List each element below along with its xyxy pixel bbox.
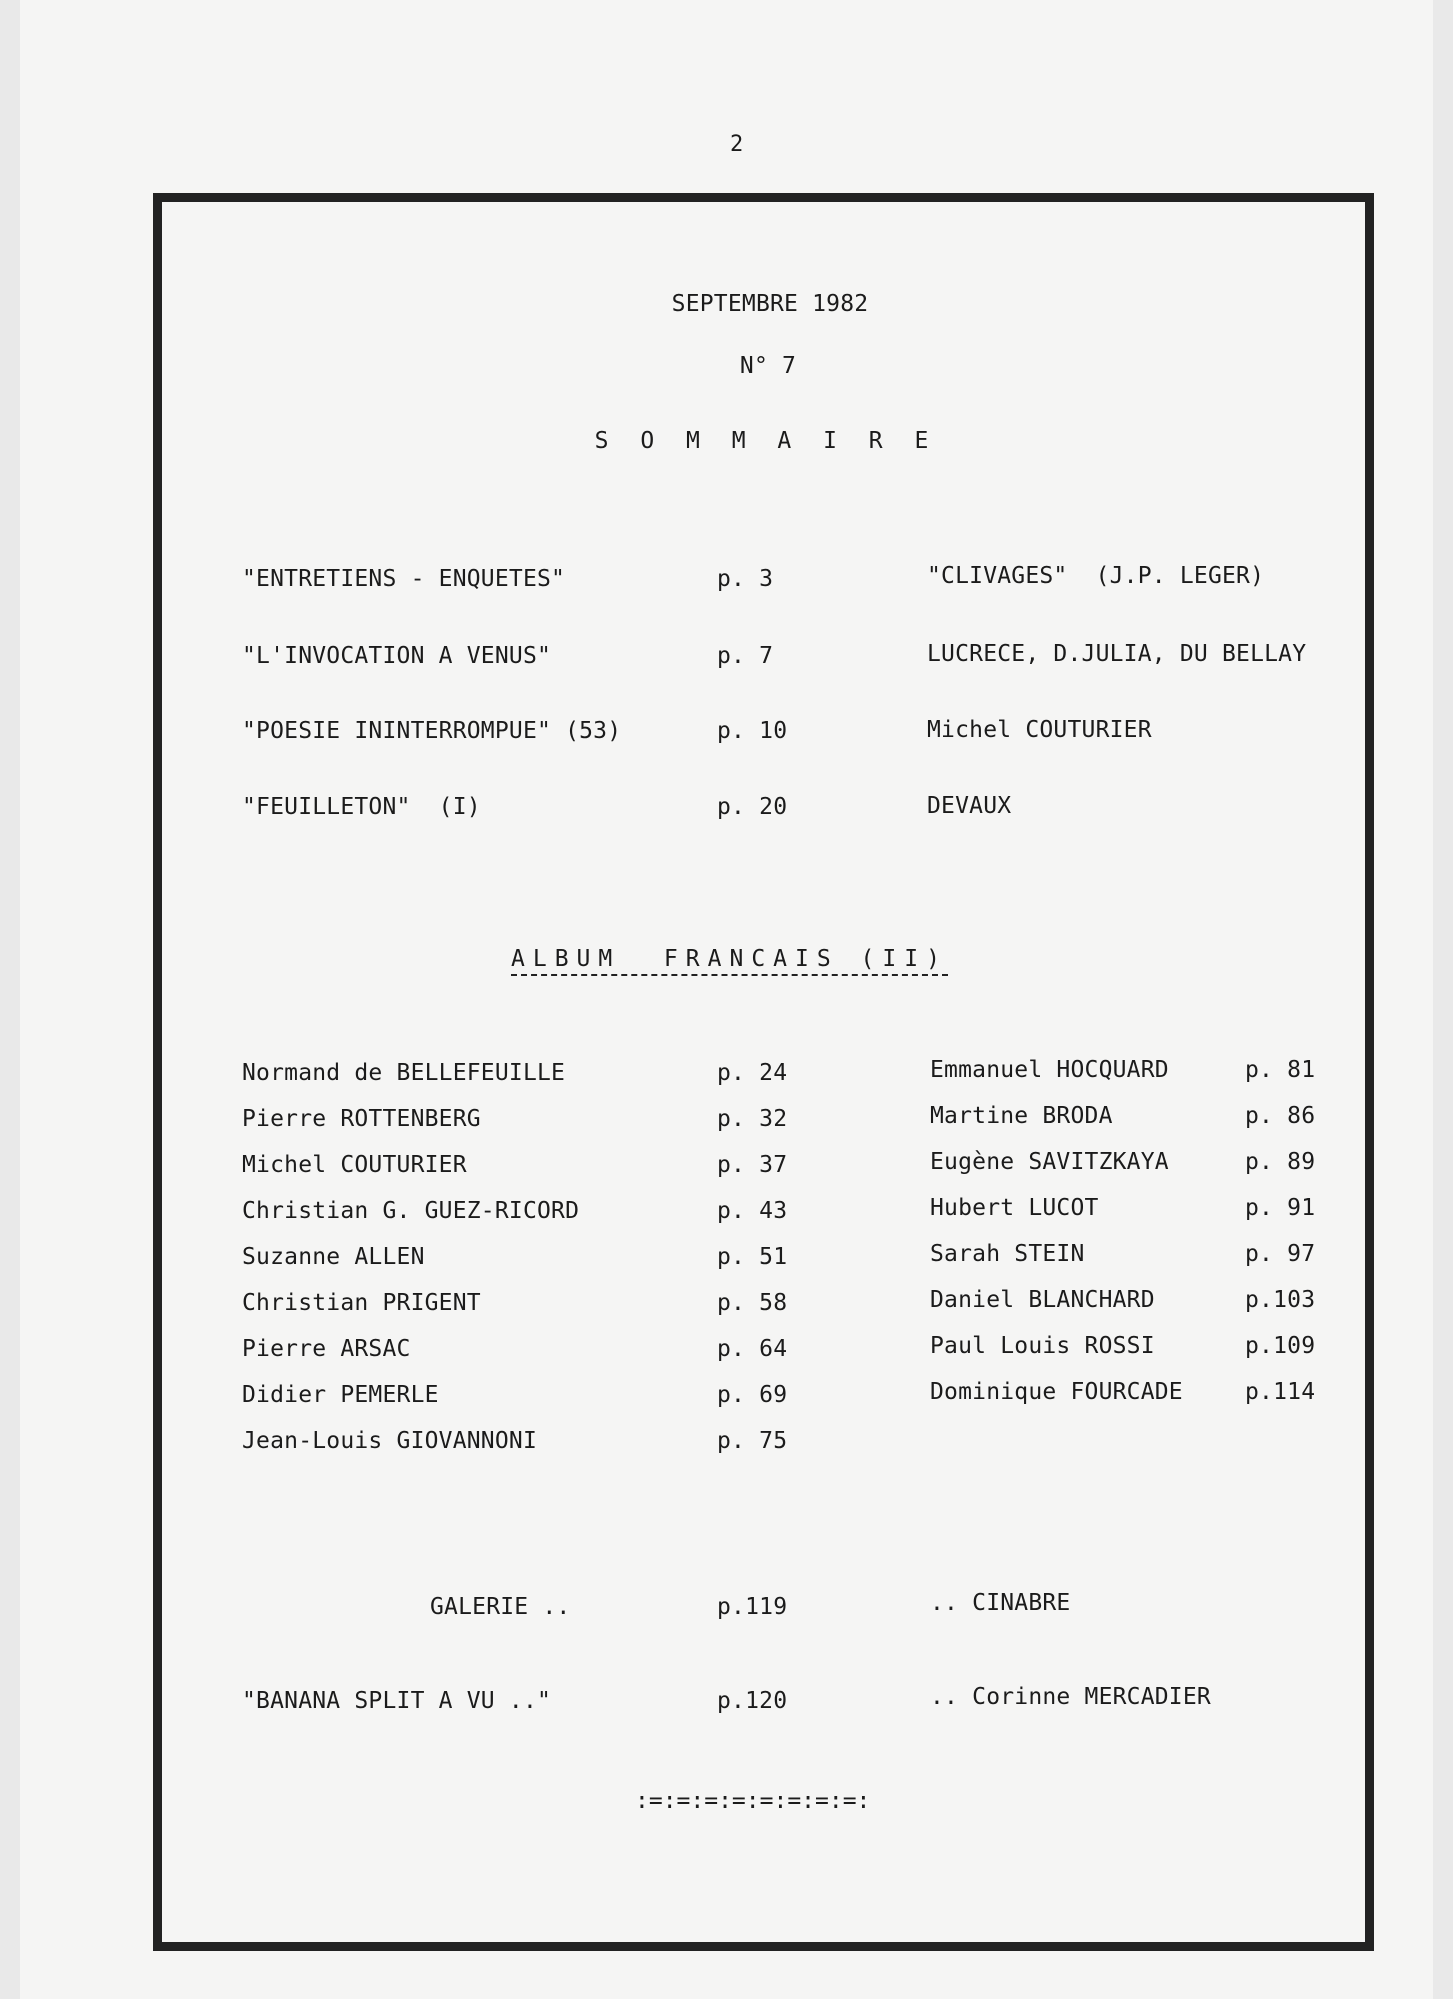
album-page: p. 69: [717, 1382, 788, 1408]
album-page: p. 51: [717, 1244, 788, 1270]
closing-page: p.119: [717, 1594, 788, 1620]
feature-author: LUCRECE, D.JULIA, DU BELLAY: [927, 641, 1307, 667]
album-page: p.114: [1245, 1379, 1316, 1405]
album-page: p. 37: [717, 1152, 788, 1178]
feature-title: "FEUILLETON" (I): [242, 794, 481, 820]
album-author: Didier PEMERLE: [242, 1382, 439, 1408]
album-author: Christian G. GUEZ-RICORD: [242, 1198, 580, 1224]
album-author: Emmanuel HOCQUARD: [930, 1057, 1169, 1083]
feature-author: DEVAUX: [927, 793, 1012, 819]
page-sheet: [20, 0, 1433, 1999]
feature-title: "L'INVOCATION A VENUS": [242, 643, 552, 669]
album-page: p. 75: [717, 1428, 788, 1454]
closing-title: GALERIE ..: [430, 1594, 571, 1620]
album-page: p. 43: [717, 1198, 788, 1224]
feature-title: "ENTRETIENS - ENQUETES": [242, 566, 566, 592]
album-author: Eugène SAVITZKAYA: [930, 1149, 1169, 1175]
album-author: Normand de BELLEFEUILLE: [242, 1060, 566, 1086]
issue-date: SEPTEMBRE 1982: [671, 291, 869, 317]
album-page: p. 91: [1245, 1195, 1316, 1221]
closing-page: p.120: [717, 1688, 788, 1714]
album-page: p. 24: [717, 1060, 788, 1086]
closing-author: .. Corinne MERCADIER: [930, 1684, 1211, 1710]
feature-author: Michel COUTURIER: [927, 717, 1152, 743]
feature-page: p. 3: [717, 566, 774, 592]
album-author: Pierre ARSAC: [242, 1336, 411, 1362]
album-author: Sarah STEIN: [930, 1241, 1085, 1267]
album-page: p. 58: [717, 1290, 788, 1316]
album-page: p. 86: [1245, 1103, 1316, 1129]
album-author: Michel COUTURIER: [242, 1152, 467, 1178]
album-author: Suzanne ALLEN: [242, 1244, 425, 1270]
closing-title: "BANANA SPLIT A VU ..": [242, 1688, 552, 1714]
closing-author: .. CINABRE: [930, 1590, 1071, 1616]
album-author: Pierre ROTTENBERG: [242, 1106, 481, 1132]
album-title: ALBUM FRANCAIS (II): [511, 946, 948, 976]
feature-page: p. 7: [717, 643, 774, 669]
album-author: Jean-Louis GIOVANNONI: [242, 1428, 537, 1454]
feature-author: "CLIVAGES" (J.P. LEGER): [927, 563, 1265, 589]
album-page: p. 32: [717, 1106, 788, 1132]
page-title: S O M M A I R E: [594, 428, 938, 454]
album-page: p. 81: [1245, 1057, 1316, 1083]
album-author: Dominique FOURCADE: [930, 1379, 1183, 1405]
album-author: Martine BRODA: [930, 1103, 1113, 1129]
album-page: p. 64: [717, 1336, 788, 1362]
feature-title: "POESIE ININTERROMPUE" (53): [242, 718, 622, 744]
page-number: 2: [730, 132, 744, 157]
album-page: p. 97: [1245, 1241, 1316, 1267]
album-author: Daniel BLANCHARD: [930, 1287, 1155, 1313]
album-author: Hubert LUCOT: [930, 1195, 1099, 1221]
album-author: Christian PRIGENT: [242, 1290, 481, 1316]
feature-page: p. 10: [717, 718, 788, 744]
album-page: p.103: [1245, 1287, 1316, 1313]
separator-line: :=:=:=:=:=:=:=:=:: [635, 1788, 871, 1814]
album-author: Paul Louis ROSSI: [930, 1333, 1155, 1359]
album-page: p. 89: [1245, 1149, 1316, 1175]
feature-page: p. 20: [717, 794, 788, 820]
album-page: p.109: [1245, 1333, 1316, 1359]
issue-number: N° 7: [739, 353, 797, 379]
